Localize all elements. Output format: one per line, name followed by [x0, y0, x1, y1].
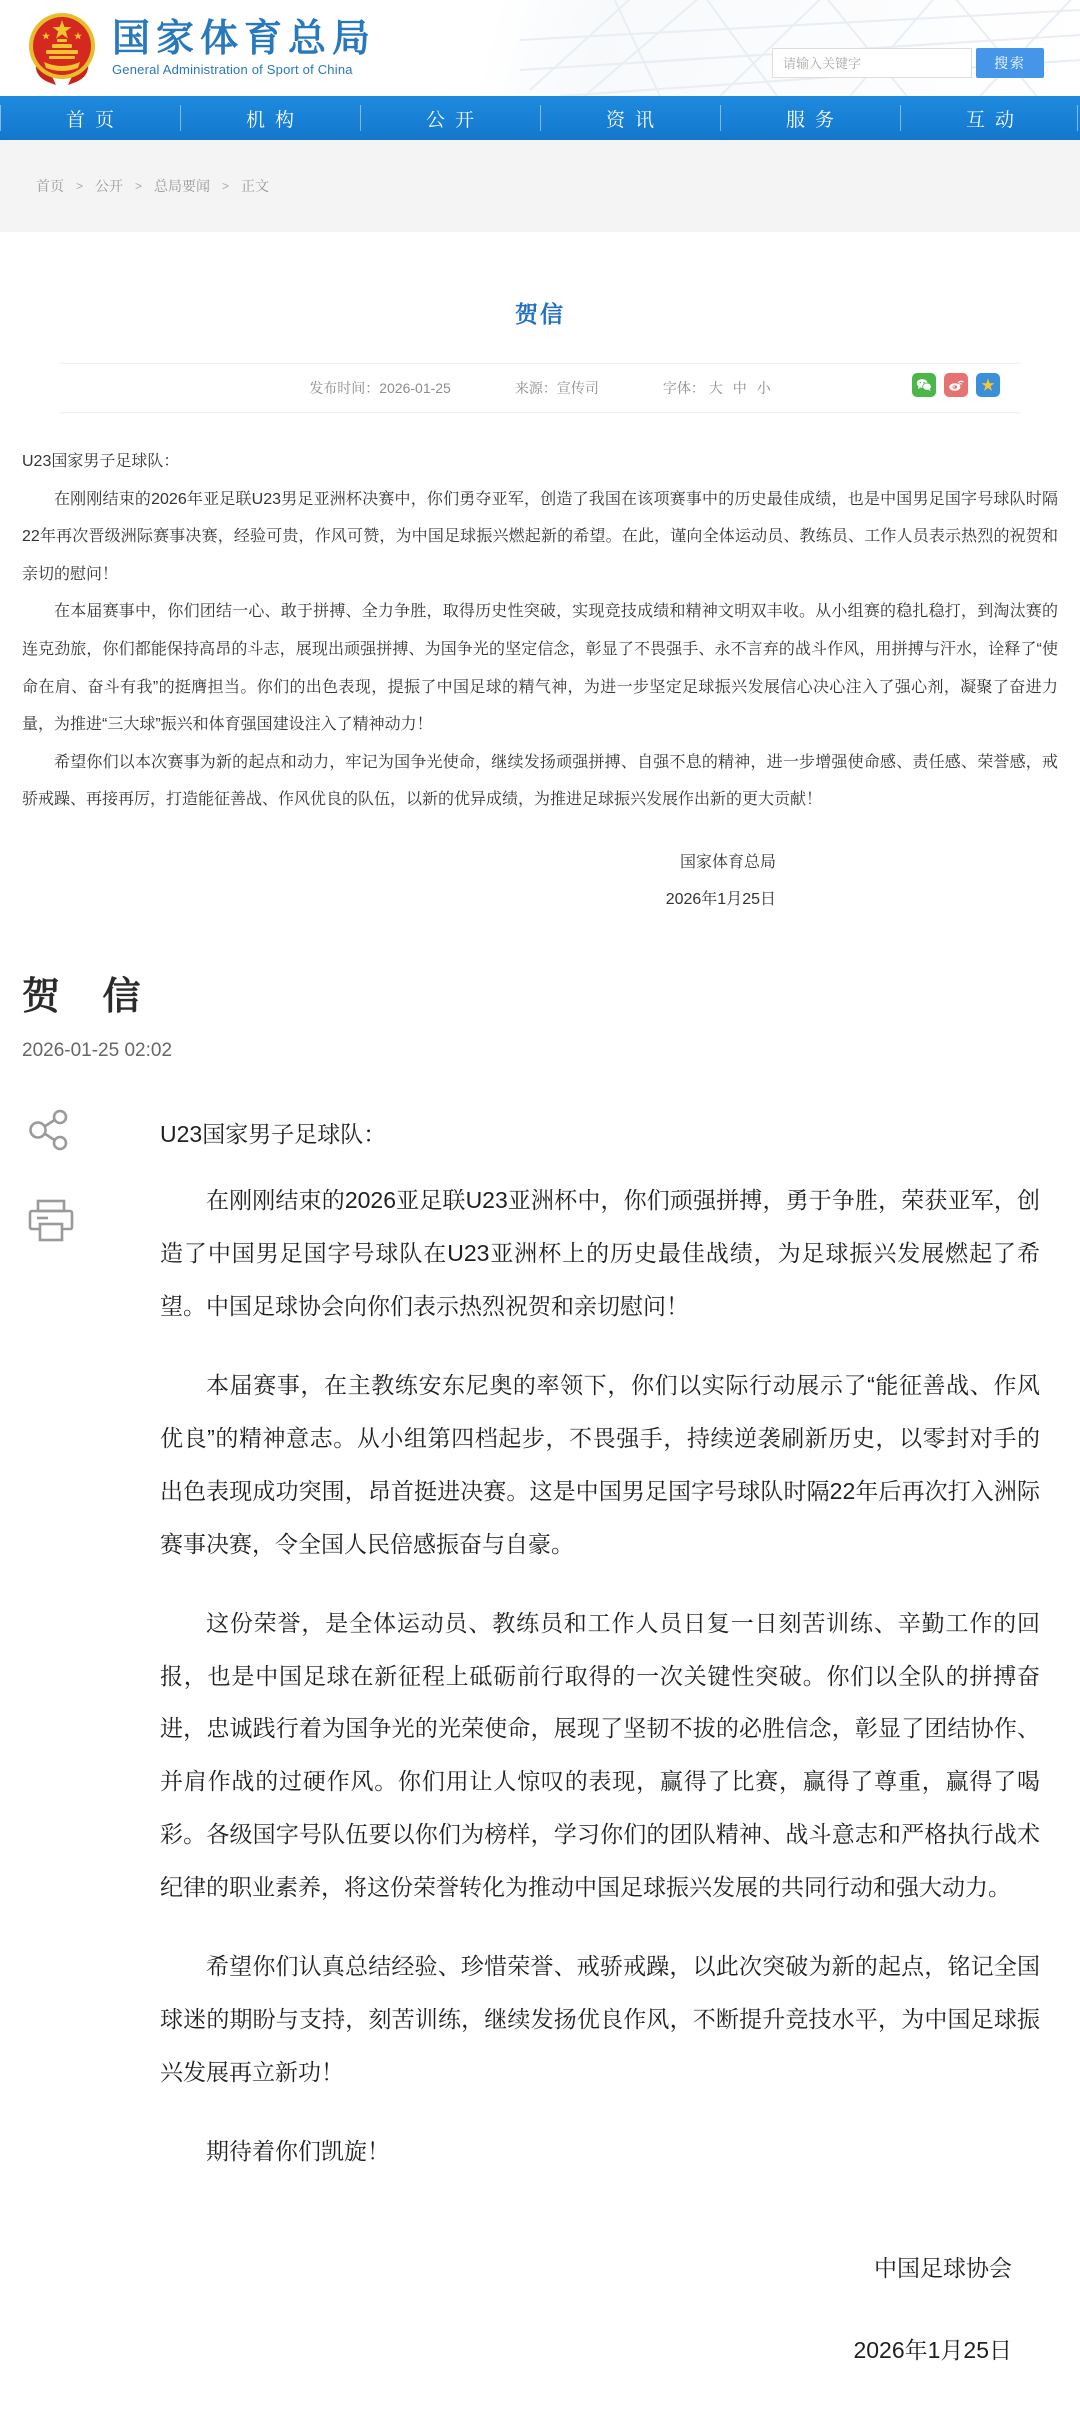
nav-item-news[interactable]: 资讯 — [540, 96, 720, 140]
breadcrumb-public[interactable]: 公开 — [95, 178, 124, 194]
article-paragraph: 在刚刚结束的2026年亚足联U23男足亚洲杯决赛中，你们勇夺亚军，创造了我国在该项赛事中的历史最佳成绩，也是中国男足国字号球队时隔22年再次晋级洲际赛事决赛，经验可贵，作风可赞，为中国足球振兴燃起新的希望。在此，谨向全体运动员、教练员、工作人员表示热烈的祝贺和亲切的慰问！ — [22, 490, 1058, 583]
signature-org: 中国足球协会 — [874, 2254, 1012, 2281]
breadcrumb-separator: > — [222, 179, 230, 193]
national-emblem-icon — [26, 10, 98, 86]
article-title: 贺信 — [515, 301, 565, 327]
letter-paragraph: 期待着你们凯旋！ — [206, 2137, 390, 2164]
font-size-medium[interactable]: 中 — [732, 380, 747, 396]
site-logo[interactable] — [26, 10, 376, 86]
qzone-icon: ★ — [981, 377, 995, 393]
letter-paragraph: 本届赛事，在主教练安东尼奥的率领下，你们以实际行动展示了“能征善战、作风优良”的精神意志。从小组第四档起步，不畏强手，持续逆袭刷新历史，以零封对手的出色表现成功突围，昂首挺进决赛。这是中国男足国字号球队时隔22年后再次打入洲际赛事决赛，令全国人民倍感振奋与自豪。 — [160, 1372, 1040, 1557]
article-source — [515, 378, 599, 398]
font-size-control — [663, 378, 771, 398]
nav-item-public[interactable]: 公开 — [360, 96, 540, 140]
nav-item-home[interactable]: 首页 — [0, 96, 180, 140]
search-area — [772, 48, 1044, 78]
print-icon — [26, 1198, 76, 1244]
letter-toolbar — [0, 1108, 160, 2378]
print-button[interactable] — [26, 1198, 78, 1244]
breadcrumb-current: 正文 — [241, 178, 270, 194]
qzone-share-button[interactable] — [976, 373, 1000, 397]
article-meta-row — [60, 363, 1020, 413]
source-label: 来源： — [514, 380, 557, 396]
site-header — [0, 0, 1080, 96]
signature-org: 国家体育总局 — [679, 853, 776, 871]
article-signature — [22, 845, 1058, 919]
nav-item-agencies[interactable]: 机构 — [180, 96, 360, 140]
font-size-label: 字体： — [662, 380, 705, 396]
nav-item-interact[interactable]: 互动 — [900, 96, 1080, 140]
letter-paragraph: 这份荣誉，是全体运动员、教练员和工作人员日复一日刻苦训练、辛勤工作的回报，也是中国足球在新征程上砥砺前行取得的一次关键性突破。你们以全队的拼搏奋进，忠诚践行着为国争光的光荣使命，展现了坚韧不拔的必胜信念，彰显了团结协作、并肩作战的过硬作风。你们用让人惊叹的表现，赢得了比赛，赢得了尊重，赢得了喝彩。各级国字号队伍要以你们为榜样，学习你们的团队精神、战斗意志和严格执行战术纪律的职业素养，将这份荣誉转化为推动中国足球振兴发展的共同行动和强大动力。 — [160, 1609, 1040, 1901]
breadcrumb-separator: > — [135, 179, 143, 193]
breadcrumb-separator: > — [76, 179, 84, 193]
source-value: 宣传司 — [556, 380, 599, 396]
font-size-small[interactable]: 小 — [756, 380, 771, 396]
wechat-share-button[interactable] — [912, 373, 936, 397]
letter-salutation: U23国家男子足球队： — [160, 1120, 387, 1147]
letter-title: 贺 信 — [22, 975, 157, 1018]
nav-item-services[interactable]: 服务 — [720, 96, 900, 140]
breadcrumb — [0, 176, 269, 196]
letter-signature — [160, 2242, 1040, 2378]
letter-section — [0, 919, 1080, 2417]
article-section — [0, 232, 1080, 919]
breadcrumb-home[interactable]: 首页 — [36, 178, 64, 194]
search-button[interactable]: 搜索 — [976, 48, 1044, 78]
wechat-icon — [916, 378, 932, 392]
letter-body — [160, 1108, 1058, 2378]
weibo-icon — [948, 378, 964, 392]
main-nav — [0, 96, 1080, 140]
article-salutation: U23国家男子足球队： — [22, 453, 180, 470]
article-paragraph: 希望你们以本次赛事为新的起点和动力，牢记为国争光使命，继续发扬顽强拼搏、自强不息的精神，进一步增强使命感、责任感、荣誉感，戒骄戒躁、再接再厉，打造能征善战、作风优良的队伍，以新的优异成绩，为推进足球振兴发展作出新的更大贡献！ — [22, 753, 1058, 809]
site-subtitle: General Administration of Sport of China — [112, 62, 353, 78]
publish-time-value: 2026-01-25 — [379, 380, 451, 396]
signature-date: 2026年1月25日 — [665, 890, 776, 908]
share-icon — [26, 1108, 74, 1152]
site-title: 国家体育总局 — [112, 17, 377, 60]
brand-text — [112, 19, 376, 78]
share-buttons — [912, 373, 1000, 397]
letter-paragraph: 希望你们认真总结经验、珍惜荣誉、戒骄戒躁，以此次突破为新的起点，铭记全国球迷的期盼与支持，刻苦训练，继续发扬优良作风，不断提升竞技水平，为中国足球振兴发展再立新功！ — [160, 1953, 1040, 2085]
breadcrumb-band — [0, 140, 1080, 232]
letter-timestamp: 2026-01-25 02:02 — [22, 1039, 173, 1061]
article-body — [22, 443, 1058, 819]
font-size-large[interactable]: 大 — [708, 380, 723, 396]
share-button[interactable] — [26, 1108, 78, 1152]
weibo-share-button[interactable] — [944, 373, 968, 397]
letter-paragraph: 在刚刚结束的2026亚足联U23亚洲杯中，你们顽强拼搏，勇于争胜，荣获亚军，创造了中国男足国字号球队在U23亚洲杯上的历史最佳战绩，为足球振兴发展燃起了希望。中国足球协会向你们表示热烈祝贺和亲切慰问！ — [160, 1187, 1040, 1320]
publish-time-label: 发布时间： — [309, 380, 380, 396]
publish-time — [309, 378, 451, 398]
breadcrumb-headlines[interactable]: 总局要闻 — [154, 178, 211, 194]
search-input[interactable] — [772, 48, 972, 78]
article-paragraph: 在本届赛事中，你们团结一心、敢于拼搏、全力争胜，取得历史性突破，实现竞技成绩和精神文明双丰收。从小组赛的稳扎稳打，到淘汰赛的连克劲旅，你们都能保持高昂的斗志，展现出顽强拼搏、为国争光的坚定信念，彰显了不畏强手、永不言弃的战斗作风，用拼搏与汗水，诠释了“使命在肩、奋斗有我”的挺膺担当。你们的出色表现，提振了中国足球的精气神，为进一步坚定足球振兴发展信心决心注入了强心剂，凝聚了奋进力量，为推进“三大球”振兴和体育强国建设注入了精神动力！ — [22, 603, 1058, 734]
signature-date: 2026年1月25日 — [853, 2337, 1012, 2364]
